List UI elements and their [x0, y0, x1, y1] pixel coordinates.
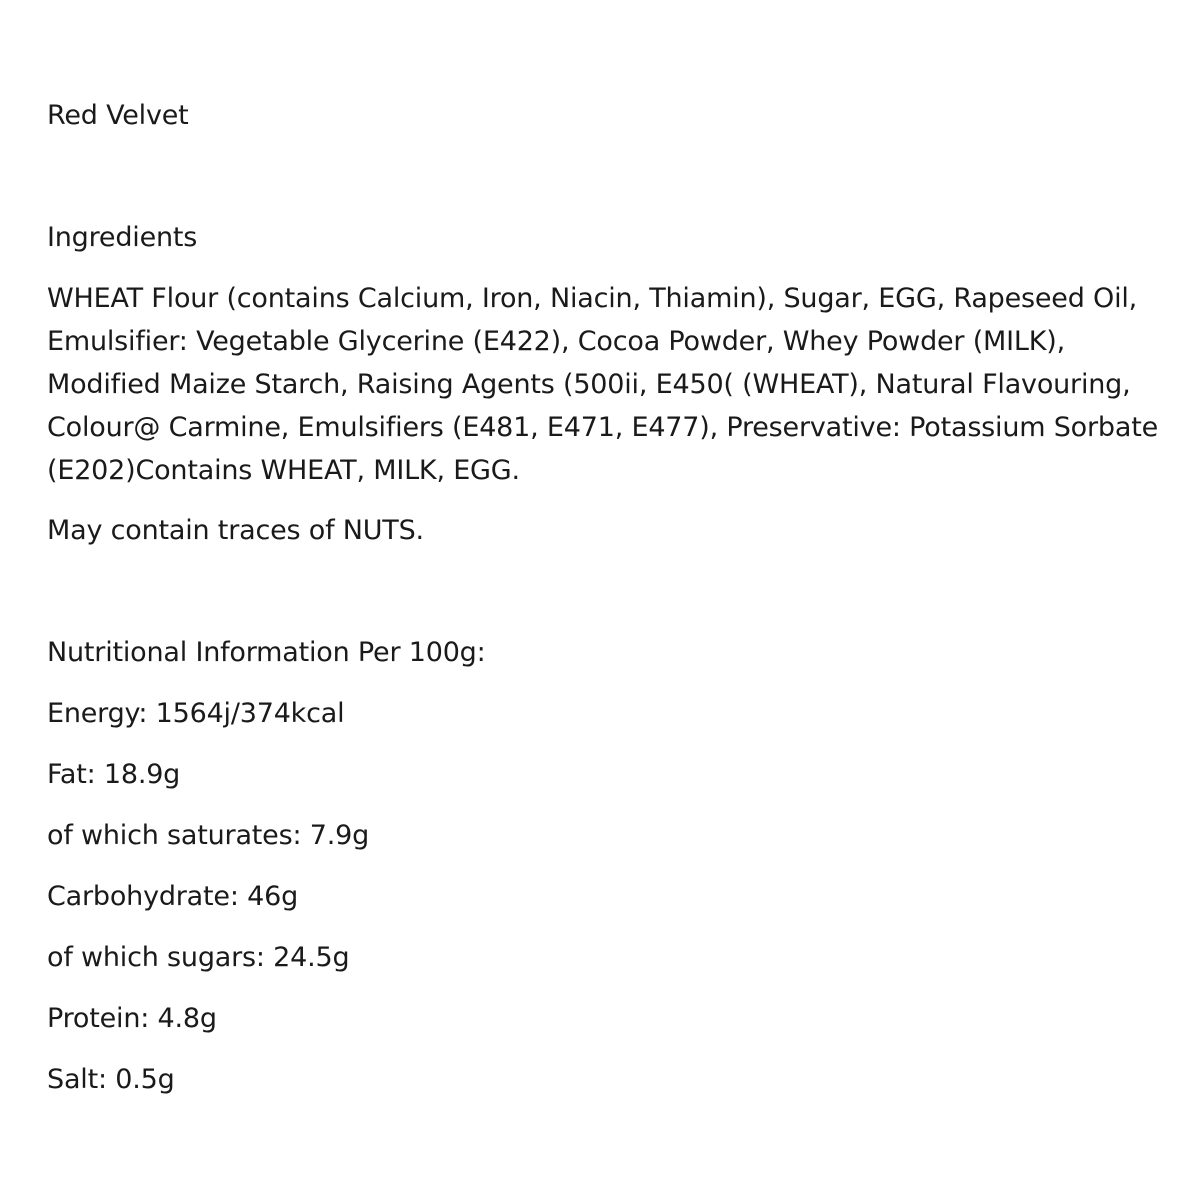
ingredients-heading: Ingredients: [47, 222, 198, 253]
nutrition-carbohydrate: Carbohydrate: 46g: [47, 881, 299, 912]
ingredients-line: WHEAT Flour (contains Calcium, Iron, Niacin, Thiamin), Sugar, EGG, Rapeseed Oil,: [47, 283, 1138, 314]
ingredients-line: Modified Maize Starch, Raising Agents (500ii, E450( (WHEAT), Natural Flavouring,: [47, 369, 1131, 400]
ingredients-line: Colour@ Carmine, Emulsifiers (E481, E471, E477), Preservative: Potassium Sorbate: [47, 412, 1158, 443]
nutrition-heading: Nutritional Information Per 100g:: [47, 637, 486, 668]
nutrition-salt: Salt: 0.5g: [47, 1064, 175, 1095]
nutrition-fat: Fat: 18.9g: [47, 759, 181, 790]
product-title: Red Velvet: [47, 100, 189, 131]
nutrition-sugars: of which sugars: 24.5g: [47, 942, 350, 973]
nutrition-saturates: of which saturates: 7.9g: [47, 820, 370, 851]
nutrition-protein: Protein: 4.8g: [47, 1003, 217, 1034]
ingredients-list: [47, 277, 1177, 492]
ingredients-line: (E202)Contains WHEAT, MILK, EGG.: [47, 455, 520, 486]
allergen-traces-note: May contain traces of NUTS.: [47, 515, 424, 546]
ingredients-line: Emulsifier: Vegetable Glycerine (E422), Cocoa Powder, Whey Powder (MILK),: [47, 326, 1065, 357]
nutrition-energy: Energy: 1564j/374kcal: [47, 698, 345, 729]
